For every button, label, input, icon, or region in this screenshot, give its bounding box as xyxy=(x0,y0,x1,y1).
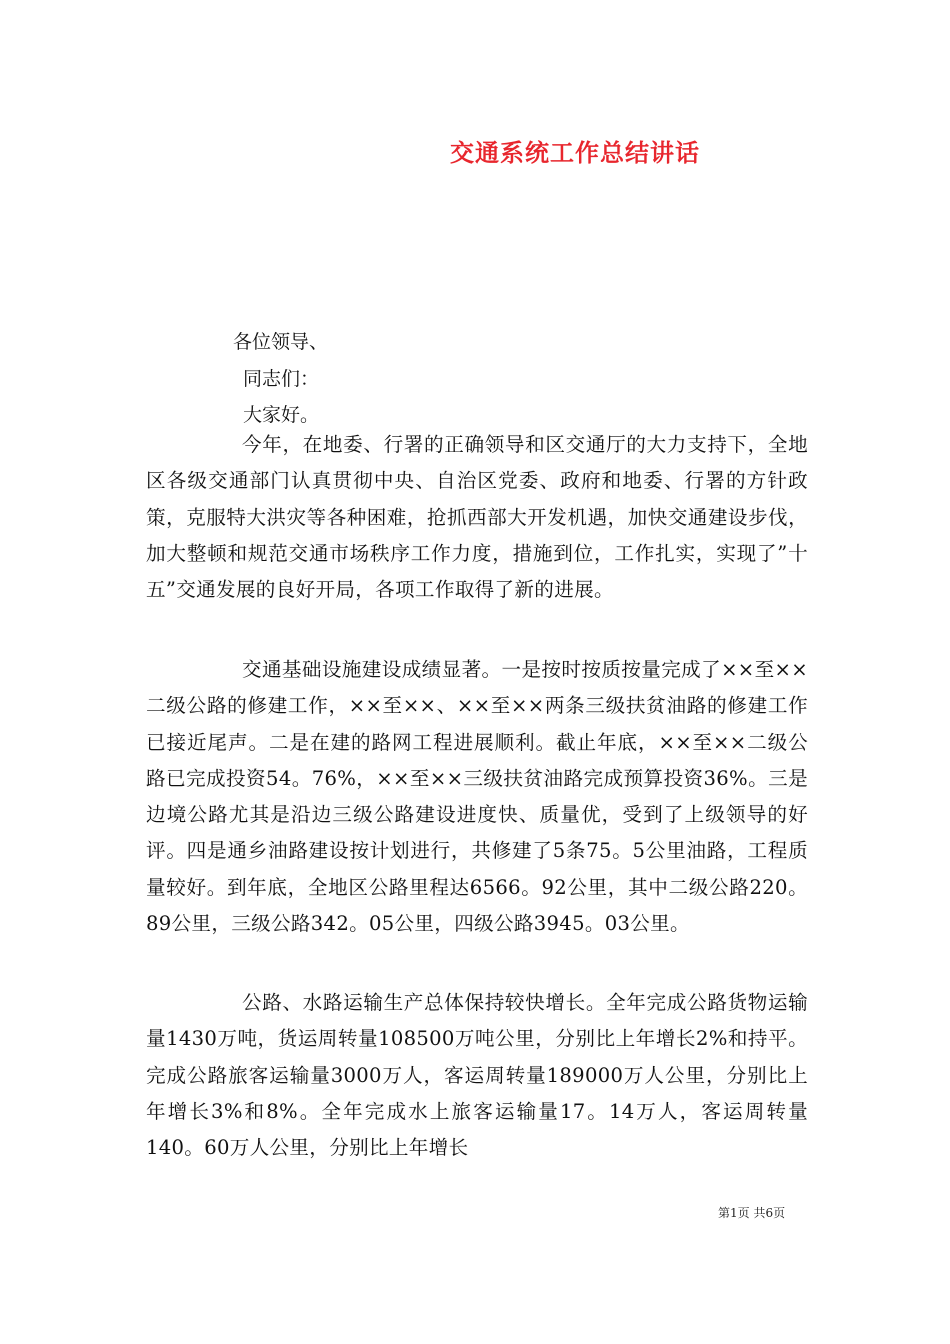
document-title: 交通系统工作总结讲话 xyxy=(450,138,700,167)
paragraph-intro: 今年，在地委、行署的正确领导和区交通厅的大力支持下，全地区各级交通部门认真贯彻中央、自治区党委、政府和地委、行署的方针政策，克服特大洪灾等各种困难，抢抓西部大开发机遇，加快交通建设步伐，加大整顿和规范交通市场秩序工作力度，措施到位，工作扎实，实现了”十五”交通发展的良好开局，各项工作取得了新的进展。 xyxy=(146,433,808,602)
salutation-comrades: 同志们： xyxy=(243,368,320,390)
salutation-leaders: 各位领导、 xyxy=(233,331,329,353)
paragraph-infrastructure: 交通基础设施建设成绩显著。一是按时按质按量完成了××至××二级公路的修建工作，××至××、××至××两条三级扶贫油路的修建工作已接近尾声。二是在建的路网工程进展顺利。截止年底，××至××二级公路已完成投资54。76%，××至××三级扶贫油路完成预算投资36%。三是边境公路尤其是沿边三级公路建设进度快、质量优，受到了上级领导的好评。四是通乡油路建设按计划进行，共修建了5条75。5公里油路，工程质量较好。到年底，全地区公路里程达6566。92公里，其中二级公路220。89公里，三级公路342。05公里，四级公路3945。03公里。 xyxy=(146,658,808,936)
greeting: 大家好。 xyxy=(243,404,320,426)
page-footer: 第1页 共6页 xyxy=(718,1206,786,1220)
paragraph-transport: 公路、水路运输生产总体保持较快增长。全年完成公路货物运输量1430万吨，货运周转量108500万吨公里，分别比上年增长2%和持平。完成公路旅客运输量3000万人，客运周转量189000万人公里，分别比上年增长3%和8%。全年完成水上旅客运输量17。14万人，客运周转量140。60万人公里，分别比上年增长 xyxy=(146,991,808,1160)
